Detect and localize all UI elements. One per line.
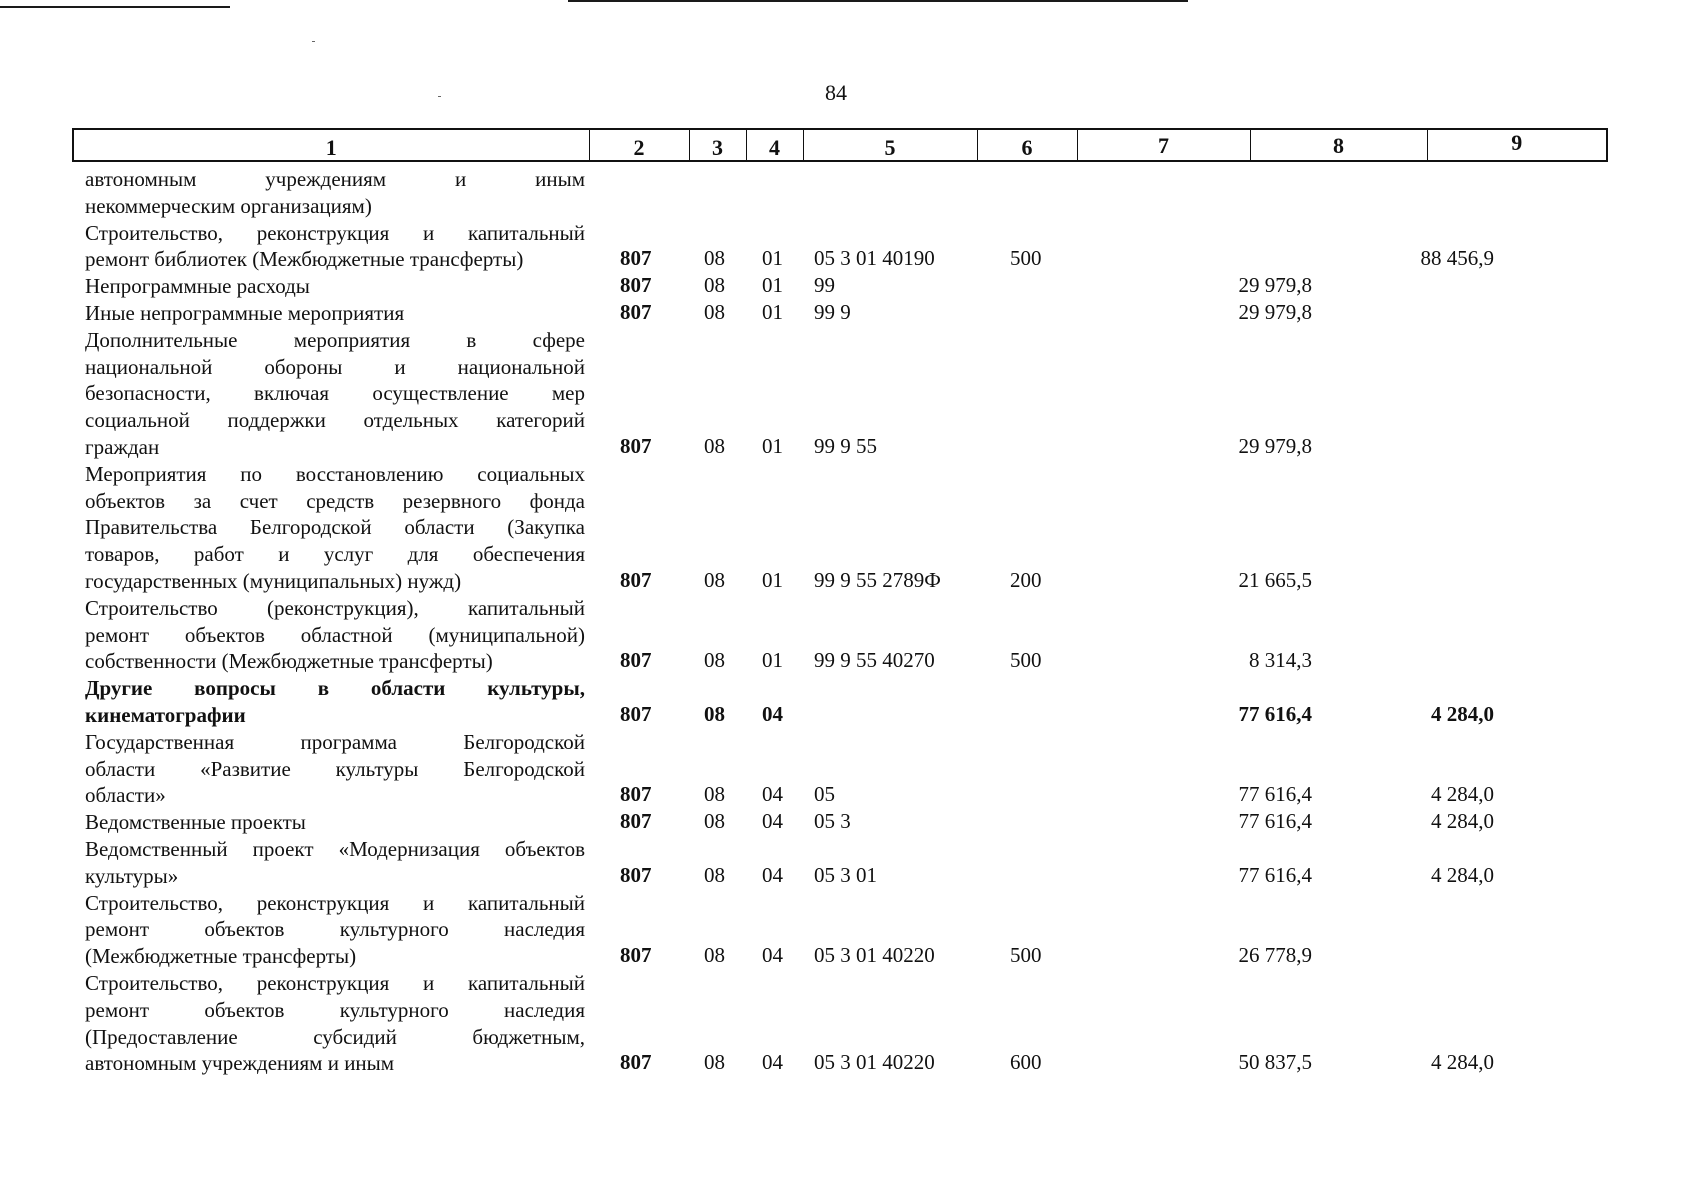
cell-c2: 807 [620, 567, 652, 592]
column-header-4: 4 [746, 129, 803, 161]
cell-c8: 4 284,0 [1431, 782, 1494, 807]
cell-c2: 807 [620, 862, 652, 887]
cell-c3: 08 [704, 782, 725, 807]
description-line: автономным учреждениям и иным [85, 1051, 395, 1076]
column-header-8: 8 [1250, 129, 1427, 161]
column-header-3: 3 [689, 129, 746, 161]
cell-c8: 4 284,0 [1431, 808, 1494, 833]
cell-c7: 77 616,4 [1238, 808, 1312, 833]
cell-c5: 99 9 [814, 299, 851, 324]
description-line: ремонт объектов областной (муниципальной) [85, 622, 585, 647]
description-line: области «Развитие культуры Белгородской [85, 756, 585, 781]
table-row [72, 808, 1494, 836]
cell-c7: 29 979,8 [1238, 433, 1312, 458]
description-line: ремонт объектов культурного наследия [85, 997, 585, 1022]
description-line: некоммерческим организациям) [85, 193, 372, 218]
cell-c6: 500 [1010, 246, 1042, 271]
column-header-2: 2 [589, 129, 689, 161]
cell-c8: 4 284,0 [1431, 701, 1494, 726]
description-line: Другие вопросы в области культуры, [85, 676, 585, 701]
table-row [72, 970, 1494, 1077]
cell-c7: 77 616,4 [1238, 701, 1312, 726]
cell-c5: 05 [814, 782, 835, 807]
description-line: Ведомственные проекты [85, 810, 306, 835]
column-header-7: 7 [1077, 129, 1250, 161]
cell-c3: 08 [704, 246, 725, 271]
table-row [72, 220, 1494, 274]
description-line: Правительства Белгородской области (Закупка [85, 515, 585, 540]
row-description [72, 809, 585, 836]
cell-c2: 807 [620, 808, 652, 833]
row-description [72, 595, 585, 675]
cell-c3: 08 [704, 862, 725, 887]
scan-edge-line-center [568, 0, 1188, 2]
table-row [72, 729, 1494, 809]
cell-c3: 08 [704, 701, 725, 726]
table-row [72, 166, 585, 220]
cell-c4: 01 [762, 246, 783, 271]
table-row [72, 836, 1494, 890]
cell-c4: 04 [762, 862, 783, 887]
cell-c3: 08 [704, 299, 725, 324]
description-line: объектов за счет средств резервного фонда [85, 488, 585, 513]
cell-c6: 500 [1010, 648, 1042, 673]
cell-c2: 807 [620, 782, 652, 807]
cell-c4: 01 [762, 299, 783, 324]
cell-c8: 88 456,9 [1420, 246, 1494, 271]
cell-c2: 807 [620, 648, 652, 673]
cell-c7: 29 979,8 [1238, 299, 1312, 324]
column-header-5: 5 [803, 129, 977, 161]
cell-c5: 05 3 01 40220 [814, 1050, 935, 1075]
description-line: национальной обороны и национальной [85, 354, 585, 379]
cell-c4: 01 [762, 567, 783, 592]
cell-c5: 05 3 01 40190 [814, 246, 935, 271]
cell-c3: 08 [704, 808, 725, 833]
table-row [72, 327, 1312, 461]
cell-c7: 21 665,5 [1238, 567, 1312, 592]
description-line: Иные непрограммные мероприятия [85, 300, 405, 325]
row-description [72, 461, 585, 595]
description-line: Дополнительные мероприятия в сфере [85, 327, 585, 352]
description-line: автономным учреждениям и иным [85, 167, 585, 191]
row-description [72, 729, 585, 809]
cell-c7: 29 979,8 [1238, 272, 1312, 297]
column-header-table [72, 128, 1608, 162]
table-row [72, 461, 1312, 595]
scan-speck [312, 41, 315, 42]
description-line: Строительство, реконструкция и капитальный [85, 890, 585, 915]
description-line: Государственная программа Белгородской [85, 729, 585, 754]
cell-c5: 05 3 01 40220 [814, 942, 935, 967]
cell-c4: 01 [762, 433, 783, 458]
description-line: кинематографии [85, 702, 246, 727]
cell-c8: 4 284,0 [1431, 862, 1494, 887]
description-line: собственности (Межбюджетные трансферты) [85, 649, 493, 674]
table-row [72, 675, 1494, 729]
column-header-6: 6 [977, 129, 1077, 161]
description-line: граждан [85, 434, 160, 459]
cell-c5: 05 3 01 [814, 862, 877, 887]
cell-c6: 500 [1010, 942, 1042, 967]
description-line: культуры» [85, 863, 179, 888]
table-row [72, 272, 1312, 300]
column-header-1: 1 [73, 129, 589, 161]
row-description [72, 675, 585, 729]
cell-c7: 77 616,4 [1238, 782, 1312, 807]
description-line: Мероприятия по восстановлению социальных [85, 461, 585, 486]
cell-c3: 08 [704, 272, 725, 297]
cell-c2: 807 [620, 299, 652, 324]
cell-c3: 08 [704, 1050, 725, 1075]
budget-rows [72, 166, 1494, 1077]
cell-c5: 99 9 55 40270 [814, 648, 935, 673]
cell-c7: 77 616,4 [1238, 862, 1312, 887]
cell-c4: 04 [762, 701, 783, 726]
cell-c5: 99 [814, 272, 835, 297]
cell-c4: 04 [762, 1050, 783, 1075]
description-line: товаров, работ и услуг для обеспечения [85, 542, 585, 567]
cell-c4: 04 [762, 782, 783, 807]
cell-c3: 08 [704, 433, 725, 458]
cell-c3: 08 [704, 942, 725, 967]
cell-c2: 807 [620, 942, 652, 967]
description-line: Строительство, реконструкция и капитальный [85, 220, 585, 245]
description-line: Строительство (реконструкция), капитальный [85, 595, 585, 620]
column-header-9: 9 [1427, 129, 1607, 161]
cell-c7: 50 837,5 [1238, 1050, 1312, 1075]
row-description [72, 273, 585, 300]
cell-c7: 26 778,9 [1238, 942, 1312, 967]
cell-c8: 4 284,0 [1431, 1050, 1494, 1075]
row-description [72, 220, 585, 274]
cell-c2: 807 [620, 433, 652, 458]
cell-c2: 807 [620, 1050, 652, 1075]
description-line: ремонт объектов культурного наследия [85, 917, 585, 942]
description-line: Непрограммные расходы [85, 274, 310, 299]
cell-c5: 05 3 [814, 808, 851, 833]
cell-c3: 08 [704, 648, 725, 673]
row-description [72, 327, 585, 461]
cell-c2: 807 [620, 272, 652, 297]
scan-speck [438, 96, 441, 97]
row-description [72, 890, 585, 970]
cell-c4: 04 [762, 942, 783, 967]
cell-c4: 04 [762, 808, 783, 833]
page-number: 84 [825, 80, 847, 105]
table-row [72, 890, 1312, 970]
row-description [72, 970, 585, 1077]
description-line: государственных (муниципальных) нужд) [85, 568, 462, 593]
description-line: Ведомственный проект «Модернизация объектов [85, 836, 585, 861]
row-description [72, 836, 585, 890]
description-line: ремонт библиотек (Межбюджетные трансферты) [85, 247, 524, 272]
description-line: безопасности, включая осуществление мер [85, 381, 585, 406]
cell-c4: 01 [762, 648, 783, 673]
description-line: Строительство, реконструкция и капитальный [85, 970, 585, 995]
cell-c4: 01 [762, 272, 783, 297]
cell-c2: 807 [620, 701, 652, 726]
cell-c7: 8 314,3 [1249, 648, 1312, 673]
description-line: области» [85, 783, 166, 808]
cell-c2: 807 [620, 246, 652, 271]
description-line: (Предоставление субсидий бюджетным, [85, 1024, 585, 1049]
cell-c6: 200 [1010, 567, 1042, 592]
description-line: (Межбюджетные трансферты) [85, 944, 357, 969]
scan-edge-line-left [0, 6, 230, 8]
table-row [72, 299, 1312, 327]
row-description [72, 166, 585, 220]
description-line: социальной поддержки отдельных категорий [85, 408, 585, 433]
cell-c3: 08 [704, 567, 725, 592]
cell-c6: 600 [1010, 1050, 1042, 1075]
cell-c5: 99 9 55 [814, 433, 877, 458]
table-row [72, 595, 1312, 675]
row-description [72, 300, 585, 327]
cell-c5: 99 9 55 2789Ф [814, 567, 941, 592]
